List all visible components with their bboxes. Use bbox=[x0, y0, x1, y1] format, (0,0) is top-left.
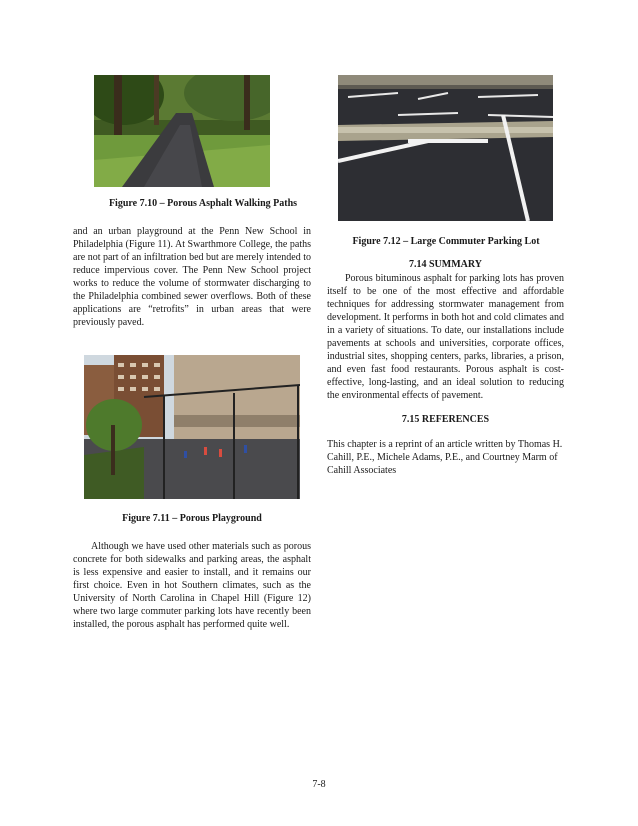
summary-paragraph: Porous bituminous asphalt for parking lots has proven itself to be one of the most effective and affordable techniques for addressing stormwater management from development. It performs in both hot and cold climates and in a variety of situations. To date, our installations include pavements at schools and universities, corporate offices, industrial sites, shopping centers, parks, libraries, a prison, and even fast food restaurants. Porous asphalt is cost-effective, long-lasting, and an ideal solution to reducing the environmental effects of pavement. bbox=[327, 273, 564, 401]
figure-7-11-photo bbox=[84, 355, 300, 499]
page-number: 7-8 bbox=[312, 779, 326, 790]
body-paragraph-1: and an urban playground at the Penn New School in Philadelphia (Figure 11). At Swarthmore College, the paths are not part of an infiltration bed but are merely intended to reduce impervious cover. The Penn New School project works to reduce the volume of stormwater discharging to the Philadelphia combined sewer overflows. Both of these applications are “retrofits” in urban areas that were previously paved. bbox=[73, 226, 311, 328]
figure-7-10-caption: Figure 7.10 – Porous Asphalt Walking Paths bbox=[108, 198, 298, 209]
figure-7-11-caption: Figure 7.11 – Porous Playground bbox=[122, 513, 262, 524]
figure-7-12-photo bbox=[338, 75, 553, 221]
summary-heading: 7.14 SUMMARY bbox=[409, 259, 482, 270]
references-paragraph: This chapter is a reprint of an article written by Thomas H. Cahill, P.E., Michele Adams, P.E., and Courtney Marm of Cahill Associates bbox=[327, 439, 563, 476]
figure-7-12-caption: Figure 7.12 – Large Commuter Parking Lot bbox=[352, 236, 540, 247]
body-paragraph-2: Although we have used other materials such as porous concrete for both sidewalks and parking areas, the asphalt is less expensive and easier to install, and it remains our first choice. Even in hot Southern climates, such as the University of North Carolina in Chapel Hill (Figure 12) where two large commuter parking lots have recently been installed, the porous asphalt has performed quite well. bbox=[73, 541, 311, 630]
references-heading: 7.15 REFERENCES bbox=[401, 414, 490, 425]
figure-7-10-photo bbox=[94, 75, 270, 187]
